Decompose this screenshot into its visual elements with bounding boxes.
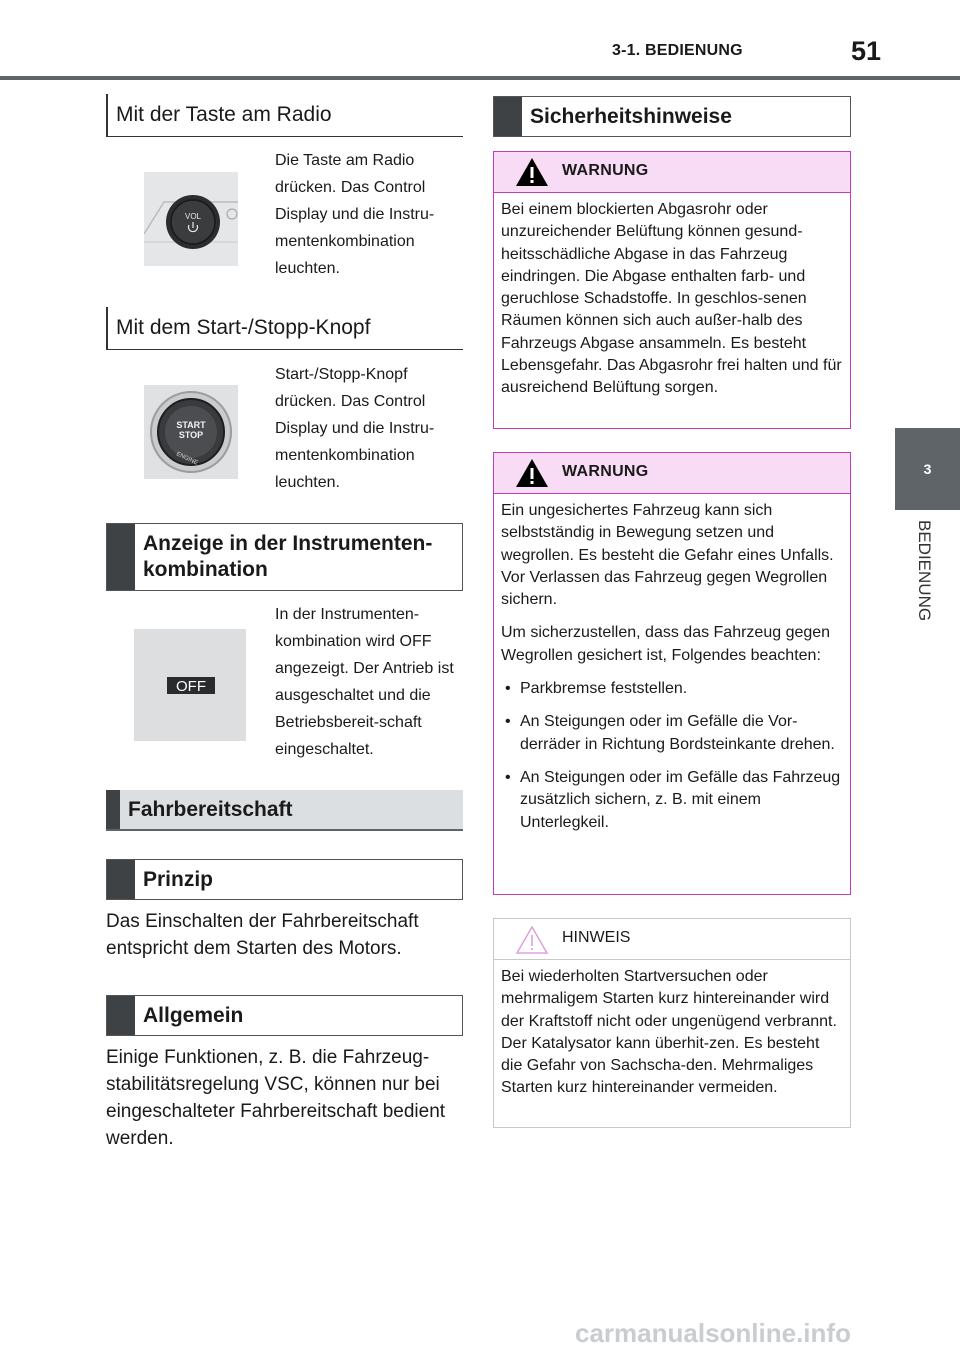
instrument-cluster-heading-text: Anzeige in der Instrumenten-kombination [143, 532, 433, 581]
warning-box-exhaust [493, 151, 851, 429]
prinzip-text: Das Einschalten der Fahrbereitschaft entspricht dem Starten des Motors. [106, 911, 419, 959]
warning-header [494, 152, 850, 193]
warning-text: Bei einem blockierten Abgasrohr oder unzureichender Belüftung können gesund-heitsschädliche Abgase in das Fahrzeug eindringen. Die Abgase enthalten farb- und geruchlose Schadstoffe. In geschlos-senen Räumen können sich auch außer-halb des Fahrzeugs Abgase ansammeln. Es besteht Lebensgefahr. Das Abgasrohr frei halten und für ausreichend Belüftung sorgen. [501, 201, 842, 397]
safety-heading [493, 96, 851, 137]
chapter-tab-number: 3 [895, 428, 960, 510]
start-stop-heading: Mit dem Start-/Stopp-Knopf [106, 307, 463, 350]
allgemein-text: Einige Funktionen, z. B. die Fahrzeug-stabilitätsregelung VSC, können nur bei eingeschalteter Fahrbereitschaft bedient werden. [106, 1047, 446, 1149]
heading-bar [107, 996, 135, 1035]
prinzip-heading [106, 859, 463, 900]
chapter-tab-label: BEDIENUNG [915, 520, 934, 622]
safety-heading-text: Sicherheitshinweise [530, 104, 732, 128]
instrument-cluster-text: In der Instrumenten-kombination wird OFF angezeigt. Der Antrieb ist ausgeschaltet und die Betriebsbereit-schaft eingeschaltet. [275, 606, 454, 758]
header-rule [0, 76, 960, 80]
heading-bar [494, 97, 522, 136]
notice-header [494, 919, 850, 960]
notice-box [493, 918, 851, 1128]
instrument-display-image [134, 629, 246, 741]
list-item: • An Steigungen oder im Gefälle die Vor-derräder in Richtung Bordsteinkante drehen. [501, 711, 843, 756]
fahrbereitschaft-heading-text: Fahrbereitschaft [128, 797, 293, 821]
radio-heading: Mit der Taste am Radio [106, 94, 463, 137]
start-stop-image [144, 385, 238, 479]
section-title: 3-1. BEDIENUNG [612, 42, 743, 59]
allgemein-heading [106, 995, 463, 1036]
warning-box-rolling [493, 452, 851, 895]
warning-body [494, 494, 850, 834]
prinzip-heading-text: Prinzip [143, 867, 214, 891]
radio-text: Die Taste am Radio drücken. Das Control Display und die Instru-mentenkombination leuchten. [275, 152, 435, 277]
warning-label: WARNUNG [562, 463, 649, 480]
warning-header [494, 453, 850, 494]
warning-triangle-icon [514, 457, 550, 489]
warning-triangle-icon [514, 156, 550, 188]
watermark: carmanualsonline.info [575, 1318, 851, 1348]
start-button-line2: STOP [178, 430, 204, 440]
allgemein-heading-text: Allgemein [143, 1003, 244, 1027]
radio-button-image [144, 172, 238, 266]
radio-button-caption: VOL [184, 212, 202, 221]
radio-button-icon [144, 172, 238, 266]
list-item: • An Steigungen oder im Gefälle das Fahrzeug zusätzlich sichern, z. B. mit einem Unterlegkeil. [501, 767, 843, 834]
notice-text: Bei wiederholten Startversuchen oder mehrmaligem Starten kurz hintereinander wird der Kraftstoff nicht oder ungenügend verbrannt. Der Katalysator kann überhit-zen. Es besteht die Gefahr von Sachscha-den. Mehrmaliges Starten kurz hintereinander vermeiden. [501, 968, 837, 1097]
notice-triangle-icon [514, 924, 550, 956]
off-indicator: OFF [176, 678, 206, 695]
heading-bar [107, 860, 135, 899]
warning-list [501, 678, 843, 834]
start-stop-text: Start-/Stopp-Knopf drücken. Das Control Display und die Instru-mentenkombination leuchten. [275, 366, 435, 491]
warning-paragraph: Um sicherzustellen, dass das Fahrzeug gegen Wegrollen gesichert ist, Folgendes beachten: [501, 624, 831, 664]
start-button-ring: ENGINE [175, 451, 199, 467]
page-number: 51 [850, 36, 882, 66]
heading-bar [107, 524, 135, 590]
fahrbereitschaft-heading [106, 790, 463, 831]
start-button-line1: START [176, 420, 206, 430]
notice-label: HINWEIS [562, 929, 631, 946]
heading-bar [106, 790, 120, 829]
warning-paragraph: Ein ungesichertes Fahrzeug kann sich selbstständig in Bewegung setzen und wegrollen. Es besteht die Gefahr eines Unfalls. Vor Verlassen das Fahrzeug gegen Wegrollen sichern. [501, 502, 834, 609]
start-stop-button-icon [144, 385, 238, 479]
warning-label: WARNUNG [562, 162, 649, 179]
off-display-icon [134, 629, 246, 741]
instrument-cluster-heading [106, 523, 463, 591]
list-item: • Parkbremse feststellen. [501, 678, 843, 700]
